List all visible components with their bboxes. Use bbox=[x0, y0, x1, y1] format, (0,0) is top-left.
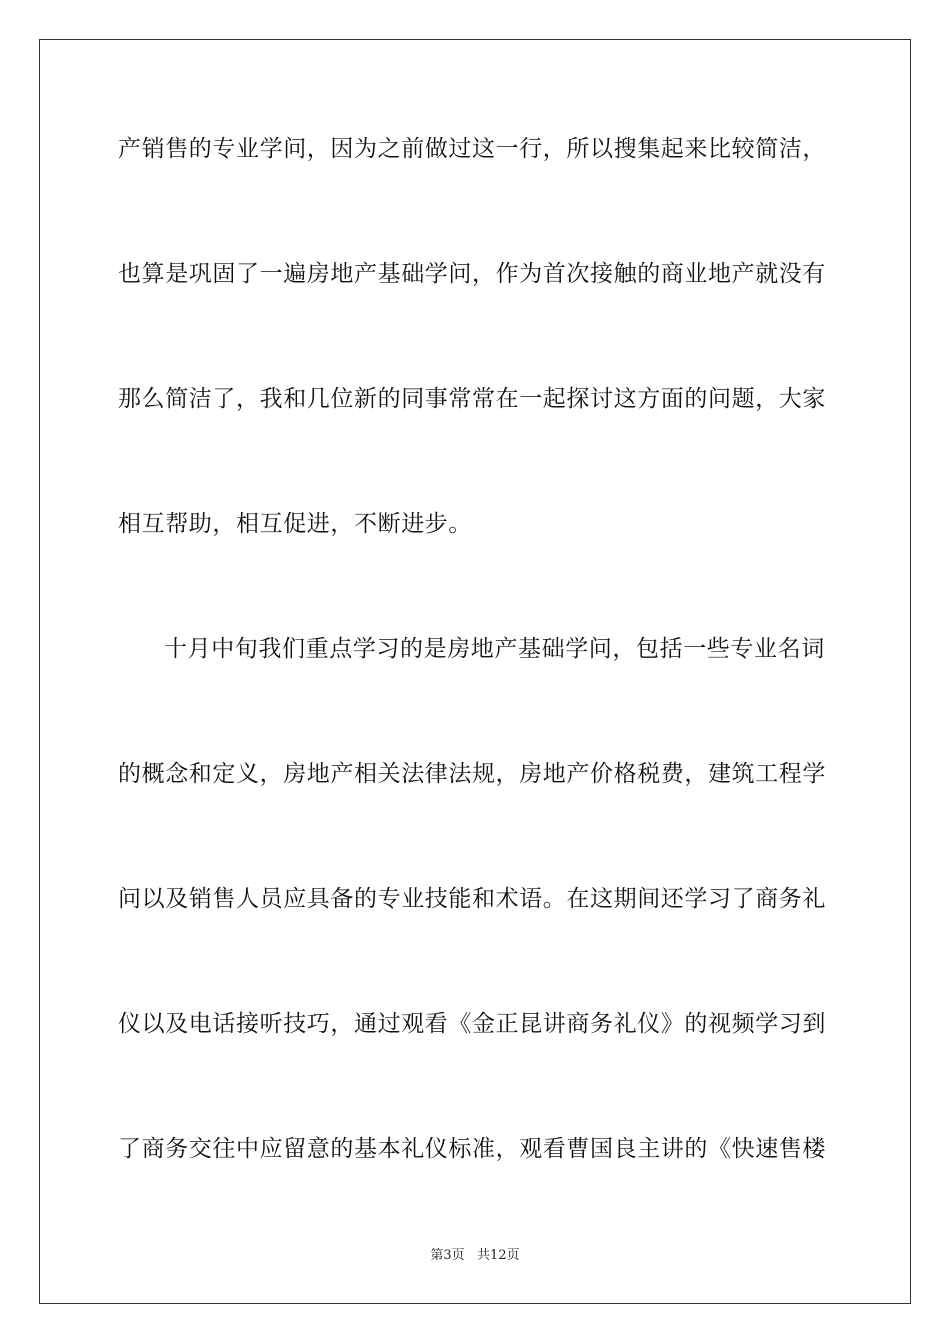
body-text-line: 相互帮助，相互促进，不断进步。 bbox=[118, 511, 472, 537]
page-number-footer: 第3页 共12页 bbox=[430, 1248, 520, 1263]
page-border bbox=[39, 39, 911, 1304]
body-text-line: 也算是巩固了一遍房地产基础学问，作为首次接触的商业地产就没有 bbox=[118, 261, 826, 287]
body-text-line: 问以及销售人员应具备的专业技能和术语。在这期间还学习了商务礼 bbox=[118, 886, 826, 912]
body-text-line: 了商务交往中应留意的基本礼仪标准，观看曹国良主讲的《快速售楼 bbox=[118, 1136, 826, 1162]
body-text-line: 那么简洁了，我和几位新的同事常常在一起探讨这方面的问题，大家 bbox=[118, 386, 826, 412]
body-text-line: 的概念和定义，房地产相关法律法规，房地产价格税费，建筑工程学 bbox=[118, 761, 826, 787]
body-text-line: 仪以及电话接听技巧，通过观看《金正昆讲商务礼仪》的视频学习到 bbox=[118, 1011, 826, 1037]
body-text-line: 产销售的专业学问，因为之前做过这一行，所以搜集起来比较简洁， bbox=[118, 136, 826, 162]
paragraph-first-line: 十月中旬我们重点学习的是房地产基础学问，包括一些专业名词 bbox=[164, 636, 825, 662]
